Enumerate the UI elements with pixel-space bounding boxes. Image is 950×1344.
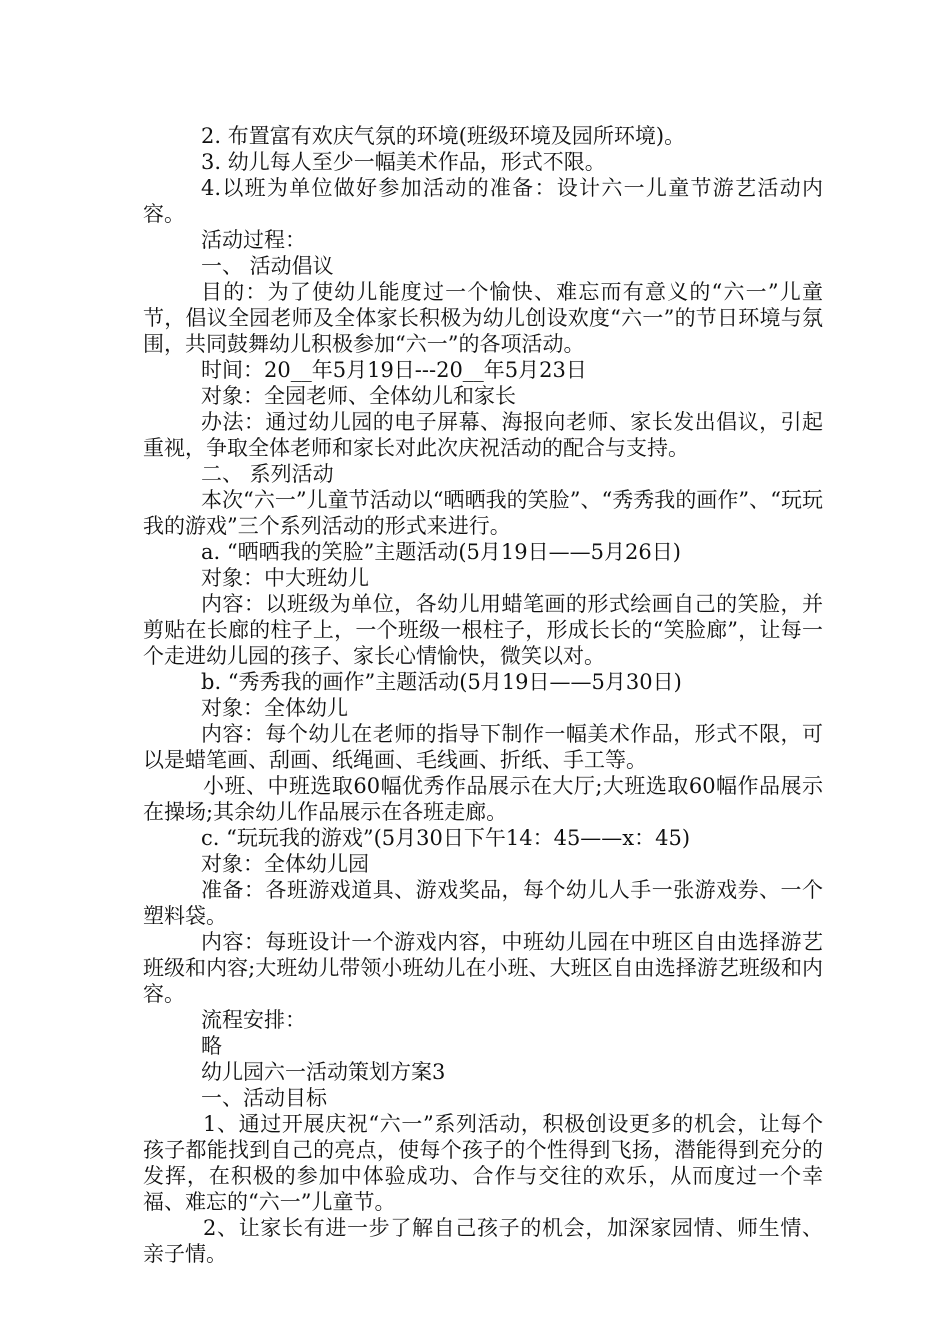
paragraph-c-content: 内容：每班设计一个游戏内容，中班幼儿园在中班区自由选择游艺班级和内容;大班幼儿带领小班幼儿在小班、大班区自由选择游艺班级和内容。 (143, 930, 823, 1006)
subheading-activity-b: b. “秀秀我的画作”主题活动(5月19日——5月30日) (201, 670, 682, 694)
paragraph-series-intro: 本次“六一”儿童节活动以“晒晒我的笑脸”、“秀秀我的画作”、“玩玩我的游戏”三个系列活动的形式来进行。 (143, 488, 823, 538)
section-heading-schedule: 流程安排： (201, 1008, 306, 1032)
document-subtitle-plan-3: 幼儿园六一活动策划方案3 (201, 1060, 446, 1084)
paragraph-method: 办法：通过幼儿园的电子屏幕、海报向老师、家长发出倡议，引起重视，争取全体老师和家长对此次庆祝活动的配合与支持。 (143, 410, 823, 460)
section-heading-series: 二、 系列活动 (201, 462, 334, 486)
paragraph-omitted: 略 (201, 1034, 222, 1058)
paragraph-b-content: 内容：每个幼儿在老师的指导下制作一幅美术作品，形式不限，可以是蜡笔画、刮画、纸绳画、毛线画、折纸、手工等。 (143, 722, 823, 772)
section-heading-goals: 一、活动目标 (201, 1086, 327, 1110)
paragraph-audience: 对象：全园老师、全体幼儿和家长 (201, 384, 516, 408)
section-heading-initiative: 一、 活动倡议 (201, 254, 334, 278)
subheading-activity-a: a. “晒晒我的笑脸”主题活动(5月19日——5月26日) (201, 540, 681, 564)
paragraph-c-audience: 对象：全体幼儿园 (201, 852, 369, 876)
paragraph-prep-4: 4.以班为单位做好参加活动的准备：设计六一儿童节游艺活动内容。 (143, 176, 823, 226)
paragraph-a-content: 内容：以班级为单位，各幼儿用蜡笔画的形式绘画自己的笑脸，并剪贴在长廊的柱子上，一个班级一根柱子，形成长长的“笑脸廊”，让每一个走进幼儿园的孩子、家长心情愉快，微笑以对。 (143, 592, 823, 668)
document-body (143, 123, 823, 1267)
paragraph-goal-1: 1、通过开展庆祝“六一”系列活动，积极创设更多的机会，让每个孩子都能找到自己的亮点，使每个孩子的个性得到飞扬，潜能得到充分的发挥，在积极的参加中体验成功、合作与交往的欢乐，从而度过一个幸福、难忘的“六一”儿童节。 (143, 1112, 823, 1214)
paragraph-goal-2: 2、让家长有进一步了解自己孩子的机会，加深家园情、师生情、亲子情。 (143, 1216, 823, 1266)
paragraph-time: 时间：20__年5月19日---20__年5月23日 (201, 358, 587, 382)
paragraph-purpose: 目的：为了使幼儿能度过一个愉快、难忘而有意义的“六一”儿童节，倡议全园老师及全体家长积极为幼儿创设欢度“六一”的节日环境与氛围，共同鼓舞幼儿积极参加“六一”的各项活动。 (143, 280, 823, 356)
paragraph-b-audience: 对象：全体幼儿 (201, 696, 348, 720)
paragraph-prep-3: 3. 幼儿每人至少一幅美术作品，形式不限。 (201, 150, 606, 174)
paragraph-a-audience: 对象：中大班幼儿 (201, 566, 369, 590)
section-heading-process: 活动过程： (201, 228, 306, 252)
paragraph-c-preparation: 准备：各班游戏道具、游戏奖品，每个幼儿人手一张游戏券、一个塑料袋。 (143, 878, 823, 928)
paragraph-prep-2: 2. 布置富有欢庆气氛的环境(班级环境及园所环境)。 (201, 124, 686, 148)
paragraph-b-display: 小班、中班选取60幅优秀作品展示在大厅;大班选取60幅作品展示在操场;其余幼儿作品展示在各班走廊。 (143, 774, 823, 824)
subheading-activity-c: c. “玩玩我的游戏”(5月30日下午14：45——x：45) (201, 826, 691, 850)
